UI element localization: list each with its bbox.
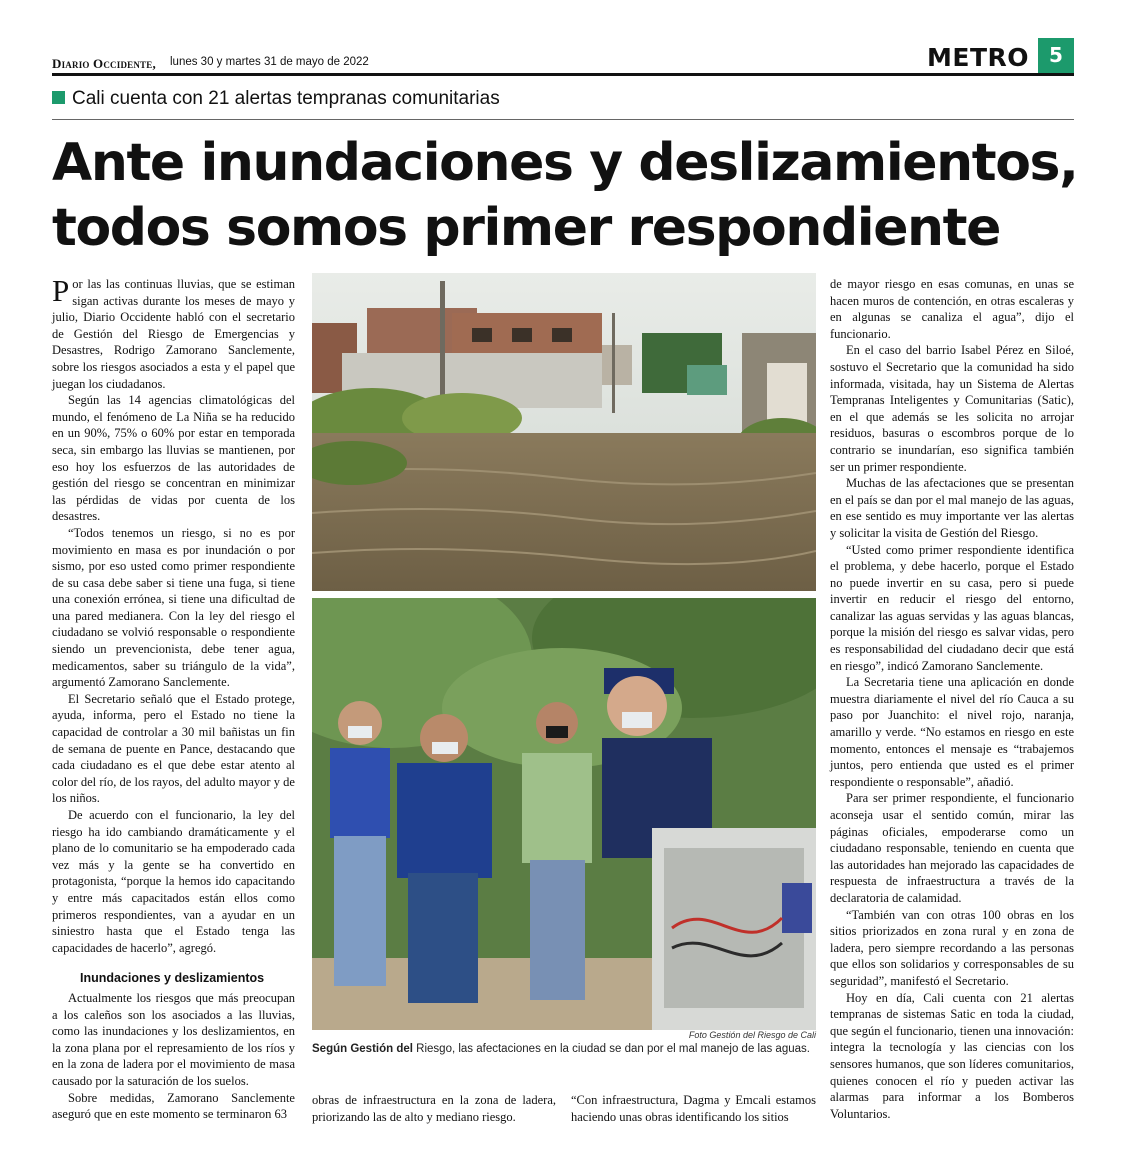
issue-date: lunes 30 y martes 31 de mayo de 2022 [170,56,369,68]
paragraph: Según las 14 agencias climatológicas del mundo, el fenómeno de La Niña se ha reducido en un 90%, 75% o 60% por estar en temporada seca, sin embargo las lluvias se mantienen, por eso hoy los esfuerzos de las autoridades de gestión del riesgo se concentran en minimizar las pérdidas de vidas por cuenta de los desastres. [52,393,295,524]
drop-cap: P [52,273,70,308]
caption-text: Riesgo, las afectaciones en la ciudad se dan por el mal manejo de las aguas. [412,1043,810,1055]
subheading: Inundaciones y deslizamientos [80,971,265,986]
paragraph: “También van con otras 100 obras en los sitios priorizados en zona rural y en zona de ladera, pero siempre recordando a las personas que ellos son solidarios y corresponsables de su seguridad”, manifestó el Secretario. [830,907,1074,988]
paragraph: De acuerdo con el funcionario, la ley del riesgo ha ido cambiando dramáticamente y el plano de lo comunitario se ha empoderado cada vez más y la gente se ha convertido en protagonista, “porque la hemos ido capacitando y entre más capacitados están ellos como primeros respondientes, van a ayudar en un siniestro hasta que el Estado tenga las capacidades de hacerlo”, agregó. [52,808,295,955]
paragraph: El Secretario señaló que el Estado protege, ayuda, informa, pero el Estado no tiene la capacidad de controlar a 30 mil bañistas un fin de semana de puente en Pance, destacando que cada ciudadano es el que debe estar atento al color del río, de los rayos, del adulto mayor y de los niños. [52,691,295,806]
paragraph: obras de infraestructura en la zona de ladera, priorizando las de alto y mediano riesgo. [312,1093,556,1124]
flooded-street-photo [312,273,816,591]
masthead-rule [52,73,1074,76]
paragraph: Hoy en día, Cali cuenta con 21 alertas tempranas de sistemas Satic en toda la ciudad, que según el funcionario, tienen una innovación: integra la tecnología y las ciencias con los sensores humanos, que son líderes comunitarios, quienes conocen el río y pueden activar las alarmas para informar a los Bomberos Voluntarios. [830,990,1074,1121]
caption-lead: Según Gestión del [312,1043,413,1055]
paragraph: En el caso del barrio Isabel Pérez en Siloé, sostuvo el Secretario que la comunidad ha sido informada, visitada, hay un Sistema de Alertas Tempranas Inteligentes y Comunitarias (Satic), en el que además se les solicita no arrojar residuos, basuras o escombros porque de lo contrario se inundarían, eso significa también ser un primer respondiente. [830,343,1074,474]
photo-caption [312,1042,816,1056]
paragraph-text: or las las continuas lluvias, que se estiman sigan activas durante los meses de mayo y julio, Diario Occidente habló con el secretario de Gestión del Riesgo de Emergencias y Desastres, Rodrigo Zamorano Sanclemente, sobre los riesgos asociados a esta y el papel que juegan los ciudadanos. [52,277,295,391]
masthead [52,43,1074,75]
square-bullet-icon [52,91,65,104]
newspaper-name: Diario Occidente, [52,56,156,71]
paragraph: “Con infraestructura, Dagma y Emcali estamos haciendo unas obras identificando los sitios [571,1093,816,1124]
flooded-street-image [312,273,816,591]
paragraph: Sobre medidas, Zamorano Sanclemente aseguró que en este momento se terminaron 63 [52,1090,295,1122]
section-name: METRO [926,43,1029,72]
paragraph: Muchas de las afectaciones que se presentan en el país se dan por el mal manejo de las aguas, en ese sentido es muy importante ver las alertas y solicitar la visita de Gestión del Riesgo. [830,476,1074,540]
kicker-text: Cali cuenta con 21 alertas tempranas comunitarias [72,88,500,109]
headline [52,131,1082,261]
article-column-1 [52,273,295,1123]
page-number-badge: 5 [1038,38,1074,74]
photo-credit: Foto Gestión del Riesgo de Cali [688,1030,816,1040]
headline-line-1: Ante inundaciones y deslizamientos, [52,133,1078,193]
paragraph: “Usted como primer respondiente identifica el problema, y debe hacerlo, porque el Estado no puede invertir en su casa, pero si puede invertir en reducir el riesgo del entorno, canalizar las aguas servidas y las aguas blancas, porque la misión del riesgo es salvar vidas, pero es responsabilidad del ciudadano decir que está en riesgo”, indicó Zamorano Sanclemente. [830,542,1074,673]
article-column-2a [312,1092,556,1125]
kicker-rule [52,119,1074,120]
paragraph: “Todos tenemos un riesgo, si no es por movimiento en masa es por inundación o por sismo, por eso usted como primer respondiente de su casa debe saber si tiene una fuga, si tiene una conexión errónea, si tiene una dificultad de una pared medianera. Con la ley del riesgo el ciudadano se volvió responsable o respondiente siendo un prevencionista, debe tener agua, medicamentos, saber su triángulo de la vida”, argumentó Zamorano Sanclemente. [52,525,295,690]
paragraph [52,273,295,392]
paragraph: de mayor riesgo en esas comunas, en unas se hacen muros de contención, en otras escaleras y en algunas se canaliza el agua”, dijo el funcionario. [830,277,1074,341]
headline-line-2: todos somos primer respondiente [52,198,1001,258]
article-column-3 [830,276,1074,1122]
paragraph: Para ser primer respondiente, el funcionario aconseja usar el sentido común, mirar las páginas oficiales, empoderarse como un ciudadano responsable, teniendo en cuenta que las autoridades han mejorado las capacidades de respuesta de infraestructura a través de la declaratoria de calamidad. [830,791,1074,905]
paragraph: Actualmente los riesgos que más preocupan a los caleños son los asociados a las lluvias, como las inundaciones y los deslizamientos, en la zona plana por el represamiento de los ríos y en la zona de ladera por el movimiento de masa causado por la saturación de los suelos. [52,990,295,1088]
paragraph: La Secretaria tiene una aplicación en donde muestra diariamente el nivel del río Cauca a su paso por Juanchito: el nivel rojo, naranja, amarillo y verde. “No estamos en riesgo en este momento, entonces el mensaje es “trabajemos juntos, pero entienda que usted es el primer respondiente o responsable”, añadió. [830,675,1074,789]
article-column-2b [571,1092,816,1125]
kicker [52,88,500,110]
officials-group-photo [312,598,816,1030]
officials-group-image [312,598,816,1030]
